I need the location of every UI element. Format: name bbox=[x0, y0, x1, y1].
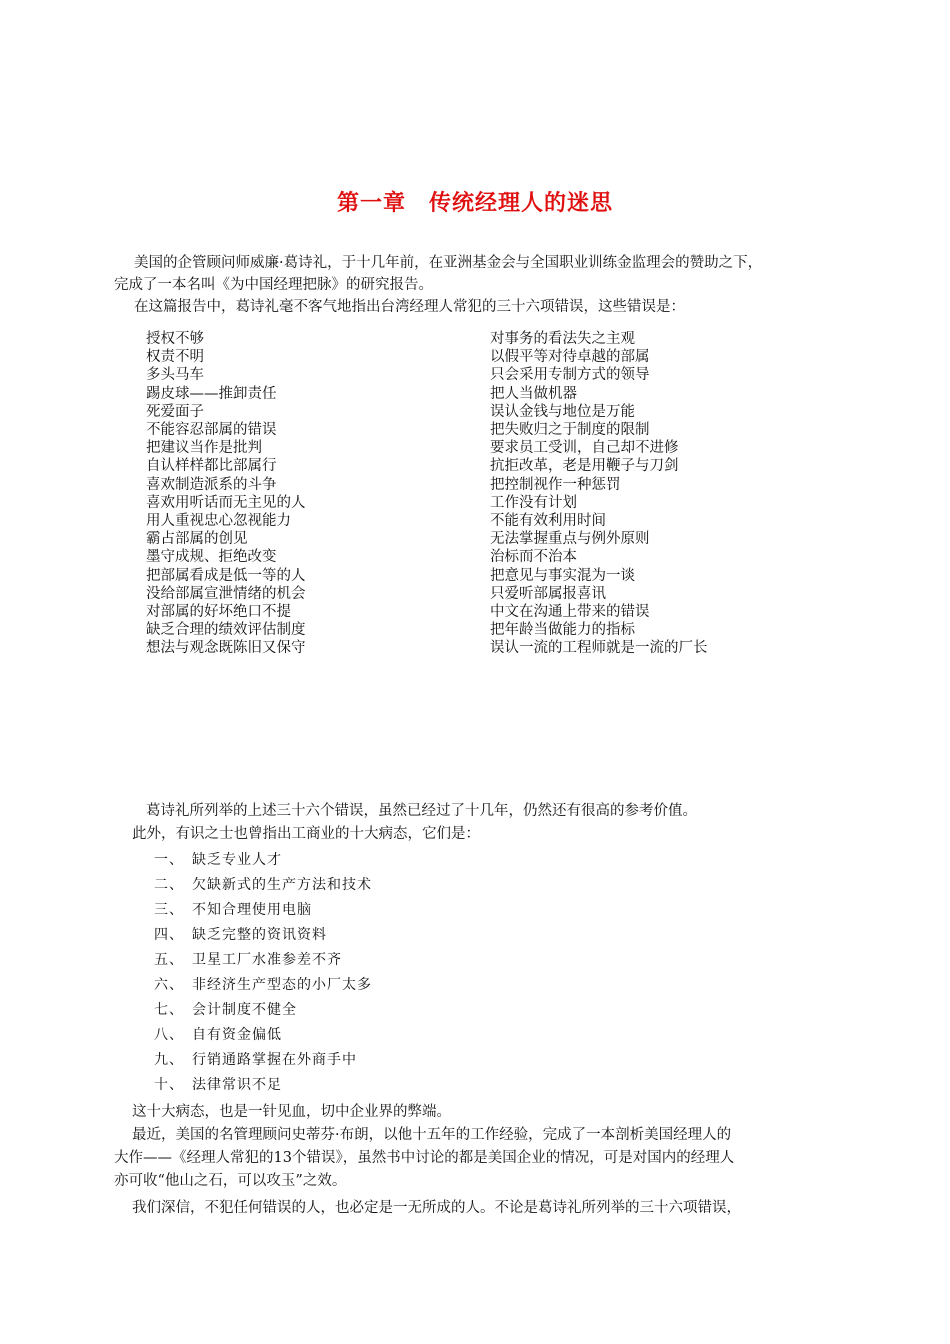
paragraph-closing: 我们深信，不犯任何错误的人，也必定是一无所成的人。不论是葛诗礼所列举的三十六项错误， bbox=[132, 1200, 741, 1216]
error-item: 对事务的看法失之主观 bbox=[490, 331, 635, 347]
error-item: 把部属看成是低一等的人 bbox=[146, 567, 306, 584]
disease-text: 自有资金偏低 bbox=[192, 1027, 282, 1043]
disease-item bbox=[154, 923, 372, 948]
error-item: 抗拒改革，老是用鞭子与刀剑 bbox=[490, 458, 679, 475]
error-item: 把意见与事实混为一谈 bbox=[490, 567, 635, 584]
error-item: 想法与观念既陈旧又保守 bbox=[146, 640, 306, 657]
paragraph-brown-line1: 最近，美国的名管理顾问史蒂芬·布朗，以他十五年的工作经验，完成了一本剖析美国经理人的 bbox=[132, 1127, 732, 1143]
disease-text: 会计制度不健全 bbox=[192, 1002, 297, 1018]
error-item: 权责不明 bbox=[146, 349, 204, 366]
intro-p1-line1: 美国的企管顾问师威廉·葛诗礼，于十几年前，在亚洲基金会与全国职业训练金监理会的赞助之下， bbox=[134, 255, 763, 271]
disease-item bbox=[154, 898, 372, 923]
disease-text: 法律常识不足 bbox=[192, 1077, 282, 1093]
disease-item bbox=[154, 1023, 372, 1048]
ten-diseases-list bbox=[154, 848, 372, 1098]
error-item: 把控制视作一种惩罚 bbox=[490, 476, 621, 493]
error-item: 墨守成规、拒绝改变 bbox=[146, 549, 277, 566]
error-item: 无法掌握重点与例外原则 bbox=[490, 531, 650, 548]
error-item: 霸占部属的创见 bbox=[146, 531, 248, 548]
disease-item bbox=[154, 948, 372, 973]
intro-paragraph-1-cont bbox=[114, 274, 854, 296]
disease-item bbox=[154, 848, 372, 873]
disease-item bbox=[154, 1073, 372, 1098]
error-item: 工作没有计划 bbox=[490, 494, 577, 511]
error-item: 要求员工受训，自己却不进修 bbox=[490, 440, 679, 457]
error-item: 死爱面子 bbox=[146, 403, 204, 420]
intro-p1-line2: 完成了一本名叫《为中国经理把脉》的研究报告。 bbox=[114, 277, 433, 293]
disease-number: 一、 bbox=[154, 852, 184, 868]
error-item: 把建议当作是批判 bbox=[146, 440, 262, 457]
disease-text: 缺乏完整的资讯资料 bbox=[192, 927, 327, 943]
disease-text: 行销通路掌握在外商手中 bbox=[192, 1052, 357, 1068]
disease-number: 六、 bbox=[154, 977, 184, 993]
disease-text: 欠缺新式的生产方法和技术 bbox=[192, 877, 372, 893]
disease-number: 八、 bbox=[154, 1027, 184, 1043]
disease-number: 九、 bbox=[154, 1052, 184, 1068]
errors-list-right bbox=[490, 330, 708, 658]
error-item: 喜欢用听话而无主见的人 bbox=[146, 494, 306, 511]
disease-text: 不知合理使用电脑 bbox=[192, 902, 312, 918]
error-item: 自认样样都比部属行 bbox=[146, 458, 277, 475]
error-item: 只会采用专制方式的领导 bbox=[490, 367, 650, 384]
disease-number: 十、 bbox=[154, 1077, 184, 1093]
error-item: 踢皮球——推卸责任 bbox=[146, 385, 277, 402]
paragraph-36-errors-summary: 葛诗礼所列举的上述三十六个错误，虽然已经过了十几年，仍然还有很高的参考价值。 bbox=[146, 803, 697, 819]
error-item: 把年龄当做能力的指标 bbox=[490, 622, 635, 639]
disease-number: 七、 bbox=[154, 1002, 184, 1018]
disease-number: 二、 bbox=[154, 877, 184, 893]
error-item: 多头马车 bbox=[146, 367, 204, 384]
error-item: 没给部属宣泄情绪的机会 bbox=[146, 585, 306, 602]
disease-number: 五、 bbox=[154, 952, 184, 968]
error-item: 误认金钱与地位是万能 bbox=[490, 403, 635, 420]
intro-paragraph-1 bbox=[114, 252, 854, 274]
error-item: 不能容忍部属的错误 bbox=[146, 422, 277, 439]
errors-list-left bbox=[146, 330, 306, 658]
chapter-title: 第一章 传统经理人的迷思 bbox=[336, 191, 613, 216]
disease-item bbox=[154, 973, 372, 998]
disease-number: 四、 bbox=[154, 927, 184, 943]
disease-item bbox=[154, 998, 372, 1023]
disease-item bbox=[154, 1048, 372, 1073]
error-item: 用人重视忠心忽视能力 bbox=[146, 513, 291, 530]
paragraph-brown-line2: 大作——《经理人常犯的13个错误》，虽然书中讨论的都是美国企业的情况，可是对国内的经理人 bbox=[114, 1150, 735, 1166]
error-item: 误认一流的工程师就是一流的厂长 bbox=[490, 640, 708, 657]
error-item: 以假平等对待卓越的部属 bbox=[490, 349, 650, 366]
disease-text: 卫星工厂水准参差不齐 bbox=[192, 952, 342, 968]
error-item: 把失败归之于制度的限制 bbox=[490, 422, 650, 439]
error-item: 对部属的好坏绝口不提 bbox=[146, 604, 291, 621]
error-item: 中文在沟通上带来的错误 bbox=[490, 604, 650, 621]
error-item: 喜欢制造派系的斗争 bbox=[146, 476, 277, 493]
error-item: 只爱听部属报喜讯 bbox=[490, 585, 606, 602]
disease-text: 缺乏专业人才 bbox=[192, 852, 282, 868]
error-item: 缺乏合理的绩效评估制度 bbox=[146, 622, 306, 639]
error-item: 授权不够 bbox=[146, 331, 204, 347]
disease-text: 非经济生产型态的小厂太多 bbox=[192, 977, 372, 993]
intro-paragraph-2: 在这篇报告中，葛诗礼毫不客气地指出台湾经理人常犯的三十六项错误，这些错误是： bbox=[134, 299, 685, 315]
paragraph-brown-line3: 亦可收“他山之石，可以攻玉”之效。 bbox=[114, 1173, 347, 1189]
error-item: 不能有效利用时间 bbox=[490, 513, 606, 530]
error-item: 治标而不治本 bbox=[490, 549, 577, 566]
paragraph-ten-diseases-intro: 此外，有识之士也曾指出工商业的十大病态，它们是： bbox=[132, 826, 480, 842]
error-item: 把人当做机器 bbox=[490, 385, 577, 402]
paragraph-diseases-summary: 这十大病态，也是一针见血，切中企业界的弊端。 bbox=[132, 1104, 451, 1120]
disease-item bbox=[154, 873, 372, 898]
disease-number: 三、 bbox=[154, 902, 184, 918]
